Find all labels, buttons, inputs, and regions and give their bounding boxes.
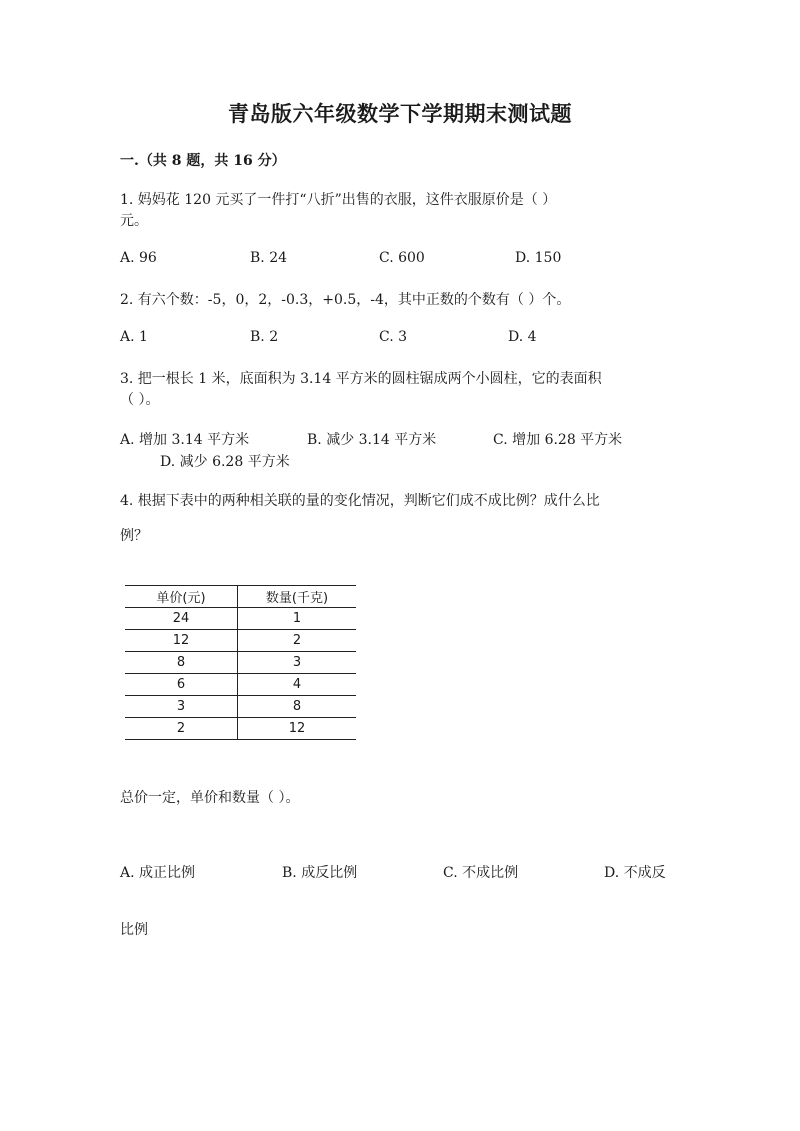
- question-4-option-b: B. 成反比例: [282, 865, 358, 881]
- page-title: 青岛版六年级数学下学期期末测试题: [228, 101, 572, 126]
- table-row: [125, 652, 356, 674]
- table-cell: 12: [238, 718, 357, 740]
- table-header-price: 单价(元): [125, 586, 238, 608]
- question-2-option-b: B. 2: [250, 329, 279, 345]
- question-1-option-c: C. 600: [379, 250, 425, 266]
- question-2-option-d: D. 4: [508, 329, 537, 345]
- price-quantity-table: [125, 585, 356, 740]
- question-1-option-b: B. 24: [250, 250, 288, 266]
- table-row: [125, 718, 356, 740]
- table-row: [125, 696, 356, 718]
- question-3-option-d: D. 减少 6.28 平方米: [160, 454, 290, 470]
- question-2-option-a: A. 1: [120, 329, 148, 345]
- table-cell: 2: [238, 630, 357, 652]
- table-cell: 3: [238, 652, 357, 674]
- table-row: [125, 630, 356, 652]
- question-1-line-2: 元。: [120, 213, 148, 229]
- question-4-line-2: 例？: [120, 528, 148, 544]
- table-cell: 1: [238, 608, 357, 630]
- question-4-option-c: C. 不成比例: [443, 865, 519, 881]
- table-cell: 6: [125, 674, 238, 696]
- question-3-option-a: A. 增加 3.14 平方米: [120, 432, 250, 448]
- table-cell: 12: [125, 630, 238, 652]
- question-2-line-1: 2. 有六个数：-5，0，2，-0.3，+0.5，-4，其中正数的个数有（ ）个。: [120, 292, 571, 308]
- question-4-option-d-wrap: 比例: [120, 922, 148, 938]
- question-1-option-d: D. 150: [515, 250, 562, 266]
- table-row: [125, 608, 356, 630]
- question-4-option-d: D. 不成反: [604, 865, 666, 881]
- table-row: [125, 674, 356, 696]
- question-3-option-c: C. 增加 6.28 平方米: [493, 432, 623, 448]
- table-header-row: [125, 586, 356, 608]
- table-header-quantity: 数量(千克): [238, 586, 357, 608]
- question-2-option-c: C. 3: [379, 329, 408, 345]
- question-3-line-1: 3. 把一根长 1 米，底面积为 3.14 平方米的圆柱锯成两个小圆柱，它的表面积: [120, 371, 602, 387]
- table-cell: 4: [238, 674, 357, 696]
- question-4-stem: 总价一定，单价和数量（ ）。: [120, 790, 300, 806]
- question-4-line-1: 4. 根据下表中的两种相关联的量的变化情况，判断它们成不成比例？成什么比: [120, 493, 600, 509]
- table-cell: 8: [238, 696, 357, 718]
- section-heading: 一.（共 8 题，共 16 分）: [120, 153, 286, 169]
- table-cell: 24: [125, 608, 238, 630]
- question-3-option-b: B. 减少 3.14 平方米: [307, 432, 437, 448]
- table-cell: 2: [125, 718, 238, 740]
- question-1-line-1: 1. 妈妈花 120 元买了一件打“八折”出售的衣服，这件衣服原价是（ ）: [120, 192, 557, 208]
- table-cell: 8: [125, 652, 238, 674]
- question-4-option-a: A. 成正比例: [120, 865, 196, 881]
- question-3-line-2: （ ）。: [120, 392, 160, 408]
- question-1-option-a: A. 96: [120, 250, 157, 266]
- table-cell: 3: [125, 696, 238, 718]
